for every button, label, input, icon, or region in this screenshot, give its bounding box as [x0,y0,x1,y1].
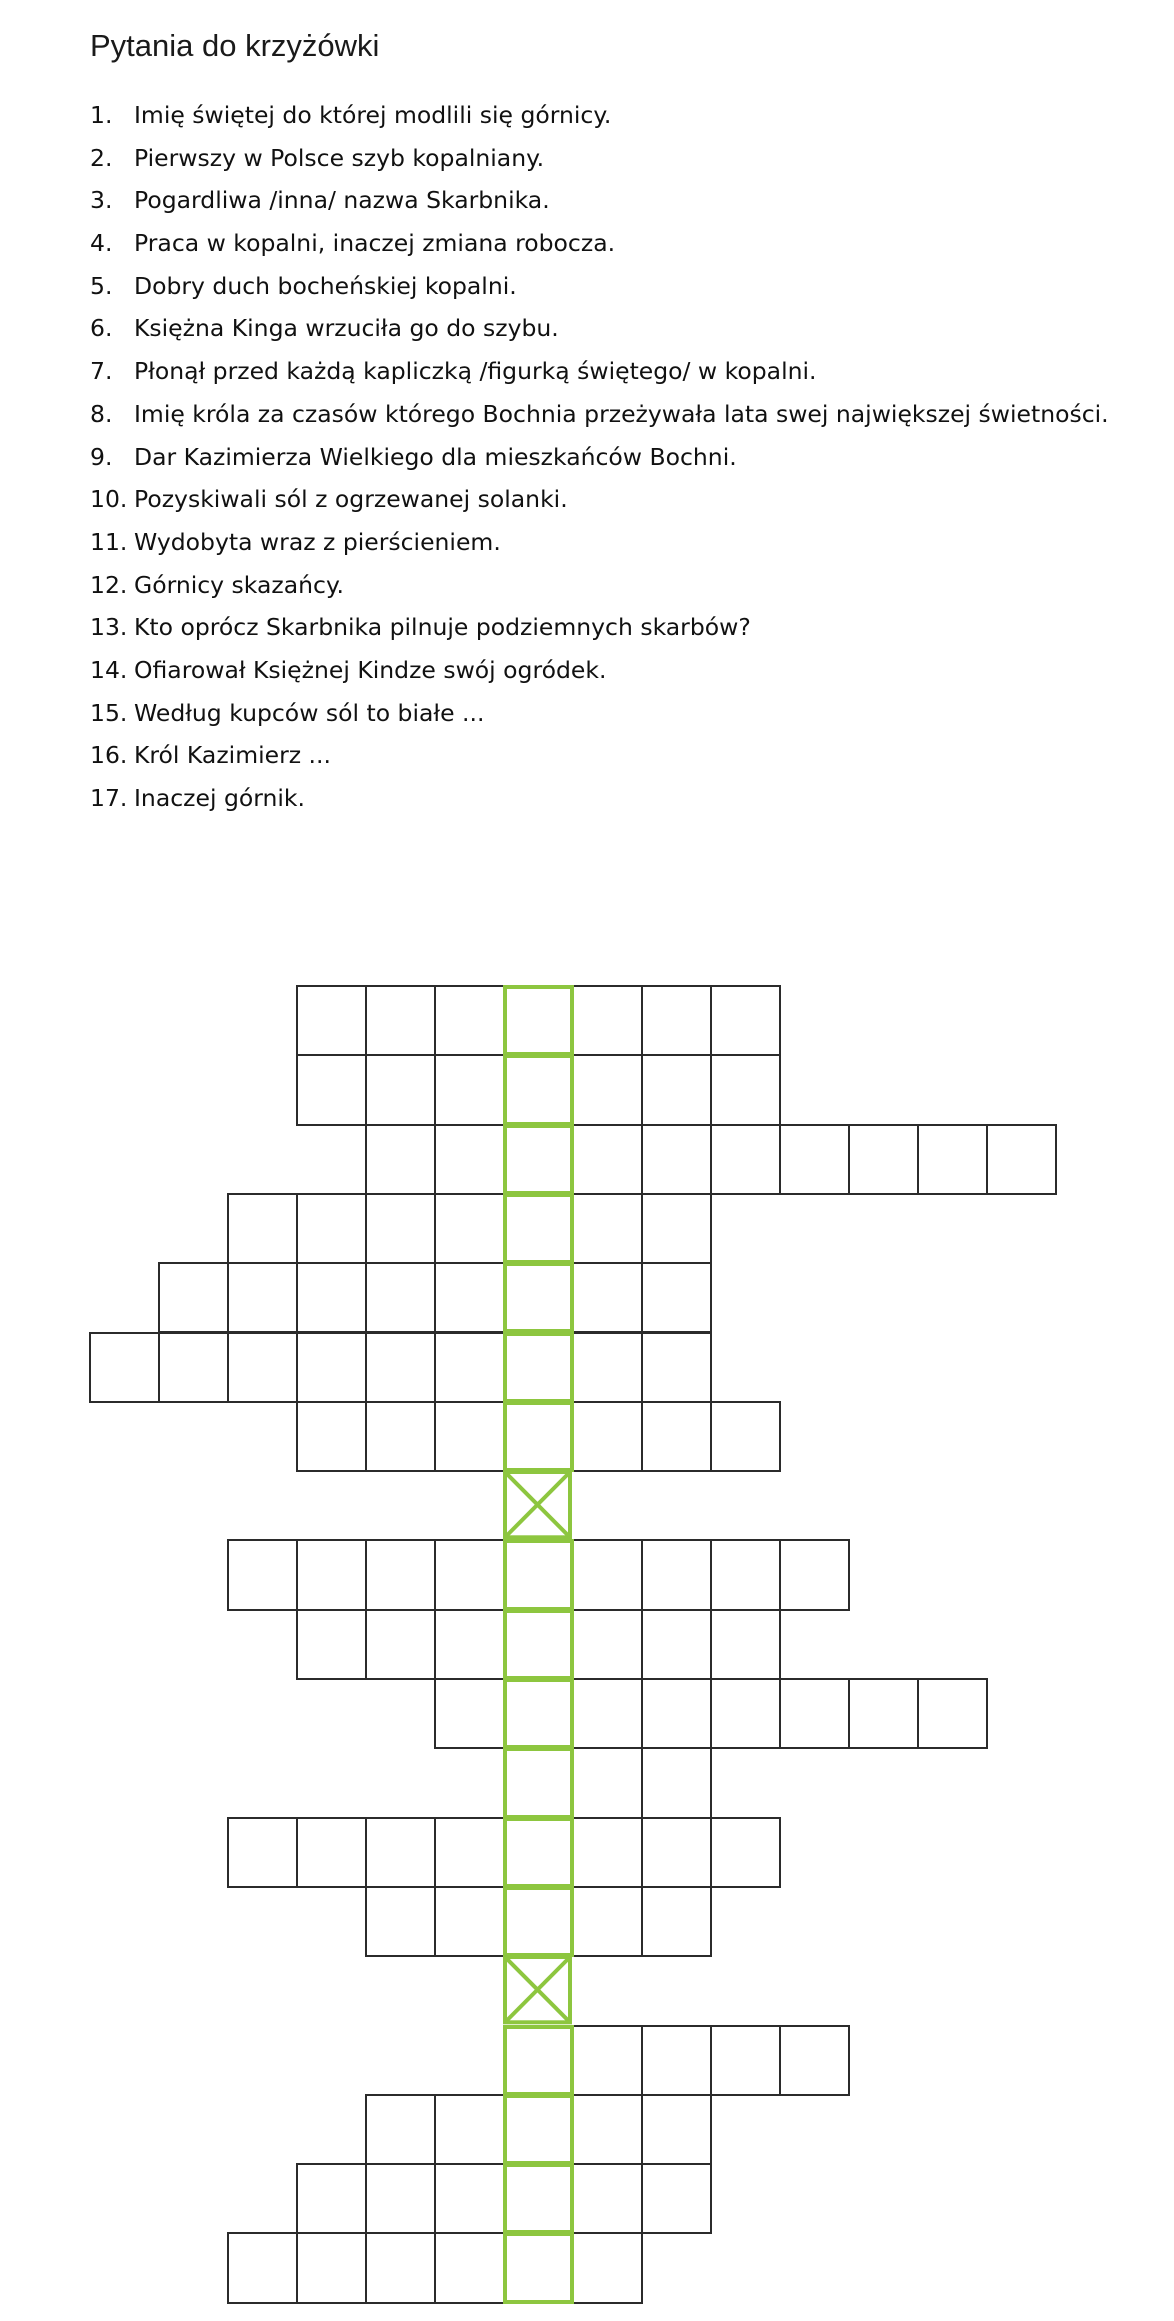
clue-text: Księżna Kinga wrzuciła go do szybu. [134,314,559,343]
solution-cell[interactable] [503,1539,574,1610]
crossword-cell[interactable] [365,1262,436,1333]
crossword-cell[interactable] [641,1609,712,1680]
clue-text: Król Kazimierz ... [134,741,331,770]
clue-number: 17. [90,784,128,812]
crossword-cell[interactable] [572,2163,643,2234]
crossword-cell[interactable] [572,2232,643,2303]
crossword-cell[interactable] [917,1678,988,1749]
blocked-cell [503,1470,573,1541]
clue-text: Górnicy skazańcy. [134,570,344,599]
solution-cell[interactable] [503,2232,574,2303]
crossword-cell[interactable] [848,1124,919,1195]
crossword-cell[interactable] [572,985,643,1056]
crossword-cell[interactable] [296,1817,367,1888]
crossword-cell[interactable] [434,1262,505,1333]
crossword-cell[interactable] [641,1886,712,1957]
solution-cell[interactable] [503,1817,574,1888]
crossword-cell[interactable] [848,1678,919,1749]
clue-number: 11. [90,527,128,556]
solution-cell[interactable] [503,1332,574,1403]
crossword-cell[interactable] [572,1539,643,1610]
crossword-cell[interactable] [365,2163,436,2234]
crossword-cell[interactable] [296,2163,367,2234]
crossword-cell[interactable] [572,1678,643,1749]
crossword-cell[interactable] [572,1886,643,1957]
clue-number: 13. [90,613,128,642]
clue-text: Pogardliwa /inna/ nazwa Skarbnika. [134,186,550,215]
crossword-cell[interactable] [641,1678,712,1749]
clue-item [90,137,1109,180]
clue-item [90,734,1109,777]
clue-item [90,436,1109,479]
crossword-cell[interactable] [710,1054,781,1125]
clue-number: 14. [90,655,128,684]
clue-item [90,350,1109,393]
clue-text: Ofiarował Księżnej Kindze swój ogródek. [134,655,607,684]
clue-item [90,692,1109,735]
crossword-cell[interactable] [158,1262,229,1333]
clue-text: Dar Kazimierza Wielkiego dla mieszkańców Bochni. [134,442,737,471]
clue-number: 10. [90,485,128,514]
solution-cell[interactable] [503,1678,574,1749]
crossword-cell[interactable] [365,2232,436,2303]
clue-number: 2. [90,143,113,172]
clue-number: 1. [90,101,113,129]
crossword-cell[interactable] [641,1054,712,1125]
crossword-cell[interactable] [641,2094,712,2165]
crossword-cell[interactable] [641,985,712,1056]
crossword-cell[interactable] [434,1886,505,1957]
crossword-cell[interactable] [365,1539,436,1610]
crossword-cell[interactable] [296,1609,367,1680]
crossword-cell[interactable] [434,2232,505,2303]
crossword-cell[interactable] [572,1262,643,1333]
clue-item [90,478,1109,521]
crossword-cell[interactable] [365,1124,436,1195]
clue-text: Imię króla za czasów którego Bochnia przeżywała lata swej największej świetności. [134,399,1109,428]
crossword-cell[interactable] [296,1262,367,1333]
crossword-cell[interactable] [227,1539,298,1610]
solution-cell[interactable] [503,1886,574,1957]
crossword-cell[interactable] [641,2025,712,2096]
crossword-cell[interactable] [89,1332,160,1403]
crossword-cell[interactable] [710,1817,781,1888]
clue-item [90,777,1109,820]
solution-cell[interactable] [503,1262,574,1333]
clue-item [90,564,1109,607]
solution-cell[interactable] [503,1193,574,1264]
clue-item [90,606,1109,649]
crossword-cell[interactable] [227,1332,298,1403]
crossword-cell[interactable] [434,1332,505,1403]
solution-cell[interactable] [503,985,574,1056]
crossword-cell[interactable] [710,1609,781,1680]
crossword-cell[interactable] [227,2232,298,2303]
crossword-cell[interactable] [572,1817,643,1888]
crossword-cell[interactable] [434,1817,505,1888]
clue-item [90,222,1109,265]
crossword-cell[interactable] [365,1817,436,1888]
solution-cell[interactable] [503,2163,574,2234]
crossword-cell[interactable] [641,1124,712,1195]
crossword-cell[interactable] [572,1747,643,1818]
clue-number: 12. [90,570,128,599]
crossword-cell[interactable] [572,1124,643,1195]
crossword-cell[interactable] [227,1262,298,1333]
crossword-cell[interactable] [365,1886,436,1957]
clue-text: Praca w kopalni, inaczej zmiana robocza. [134,229,616,258]
crossword-cell[interactable] [641,1262,712,1333]
clue-text: Pierwszy w Polsce szyb kopalniany. [134,143,545,172]
page-title: Pytania do krzyżówki [90,28,380,63]
clue-number: 16. [90,741,128,770]
crossword-cell[interactable] [572,2025,643,2096]
crossword-cell[interactable] [779,1678,850,1749]
crossword-cell[interactable] [572,1054,643,1125]
crossword-cell[interactable] [710,1678,781,1749]
crossword-cell[interactable] [296,2232,367,2303]
crossword-cell[interactable] [296,1193,367,1264]
crossword-cell[interactable] [365,1332,436,1403]
crossword-cell[interactable] [710,2025,781,2096]
crossword-cell[interactable] [572,1609,643,1680]
clue-text: Inaczej górnik. [134,784,305,812]
crossword-cell[interactable] [641,1539,712,1610]
crossword-cell[interactable] [434,1054,505,1125]
clue-number: 5. [90,271,113,300]
clue-text: Wydobyta wraz z pierścieniem. [134,527,501,556]
solution-cell[interactable] [503,1401,574,1472]
crossword-cell[interactable] [296,1054,367,1125]
crossword-cell[interactable] [572,1332,643,1403]
blocked-cell [503,1955,573,2026]
crossword-cell[interactable] [710,1539,781,1610]
crossword-cell[interactable] [710,1124,781,1195]
clue-number: 9. [90,442,113,471]
crossword-cell[interactable] [641,1401,712,1472]
solution-cell[interactable] [503,1124,574,1195]
solution-cell[interactable] [503,1609,574,1680]
clue-number: 6. [90,314,113,343]
clue-text: Dobry duch bocheńskiej kopalni. [134,271,517,300]
crossword-cell[interactable] [779,2025,850,2096]
crossword-cell[interactable] [365,1401,436,1472]
clue-number: 3. [90,186,113,215]
crossword-cell[interactable] [641,1332,712,1403]
crossword-cell[interactable] [641,1193,712,1264]
crossword-cell[interactable] [641,1817,712,1888]
clue-item [90,94,1109,137]
clue-number: 8. [90,399,113,428]
crossword-cell[interactable] [296,1332,367,1403]
crossword-cell[interactable] [434,2163,505,2234]
crossword-cell[interactable] [434,1539,505,1610]
clue-list [90,94,1109,820]
clue-number: 15. [90,698,128,727]
crossword-cell[interactable] [227,1193,298,1264]
clue-item [90,393,1109,436]
crossword-cell[interactable] [227,1817,298,1888]
clue-text: Imię świętej do której modlili się górnicy. [134,101,612,129]
clue-text: Kto oprócz Skarbnika pilnuje podziemnych skarbów? [134,613,751,642]
crossword-cell[interactable] [779,1124,850,1195]
clue-item [90,521,1109,564]
solution-cell[interactable] [503,2025,574,2096]
crossword-cell[interactable] [434,1401,505,1472]
crossword-cell[interactable] [434,1609,505,1680]
crossword-cell[interactable] [365,1054,436,1125]
crossword-cell[interactable] [365,1193,436,1264]
clue-number: 7. [90,357,113,386]
crossword-cell[interactable] [779,1539,850,1610]
solution-cell[interactable] [503,2094,574,2165]
crossword-cell[interactable] [434,1678,505,1749]
crossword-cell[interactable] [158,1332,229,1403]
crossword-cell[interactable] [434,985,505,1056]
crossword-cell[interactable] [572,2094,643,2165]
crossword-cell[interactable] [434,1124,505,1195]
clue-item [90,265,1109,308]
clue-text: Pozyskiwali sól z ogrzewanej solanki. [134,485,568,514]
crossword-cell[interactable] [917,1124,988,1195]
crossword-cell[interactable] [296,1539,367,1610]
solution-cell[interactable] [503,1054,574,1125]
solution-cell[interactable] [503,1747,574,1818]
crossword-cell[interactable] [365,2094,436,2165]
crossword-cell[interactable] [986,1124,1057,1195]
crossword-cell[interactable] [296,1401,367,1472]
crossword-cell[interactable] [641,2163,712,2234]
crossword-cell[interactable] [365,1609,436,1680]
clue-item [90,307,1109,350]
crossword-cell[interactable] [365,985,436,1056]
clue-text: Płonął przed każdą kapliczką /figurką świętego/ w kopalni. [134,357,817,386]
clue-item [90,649,1109,692]
crossword-cell[interactable] [296,985,367,1056]
crossword-cell[interactable] [434,2094,505,2165]
crossword-cell[interactable] [572,1401,643,1472]
crossword-cell[interactable] [710,1401,781,1472]
clue-number: 4. [90,229,113,258]
clue-text: Według kupców sól to białe ... [134,698,485,727]
crossword-cell[interactable] [641,1747,712,1818]
crossword-cell[interactable] [572,1193,643,1264]
crossword-cell[interactable] [434,1193,505,1264]
crossword-cell[interactable] [710,985,781,1056]
clue-item [90,179,1109,222]
